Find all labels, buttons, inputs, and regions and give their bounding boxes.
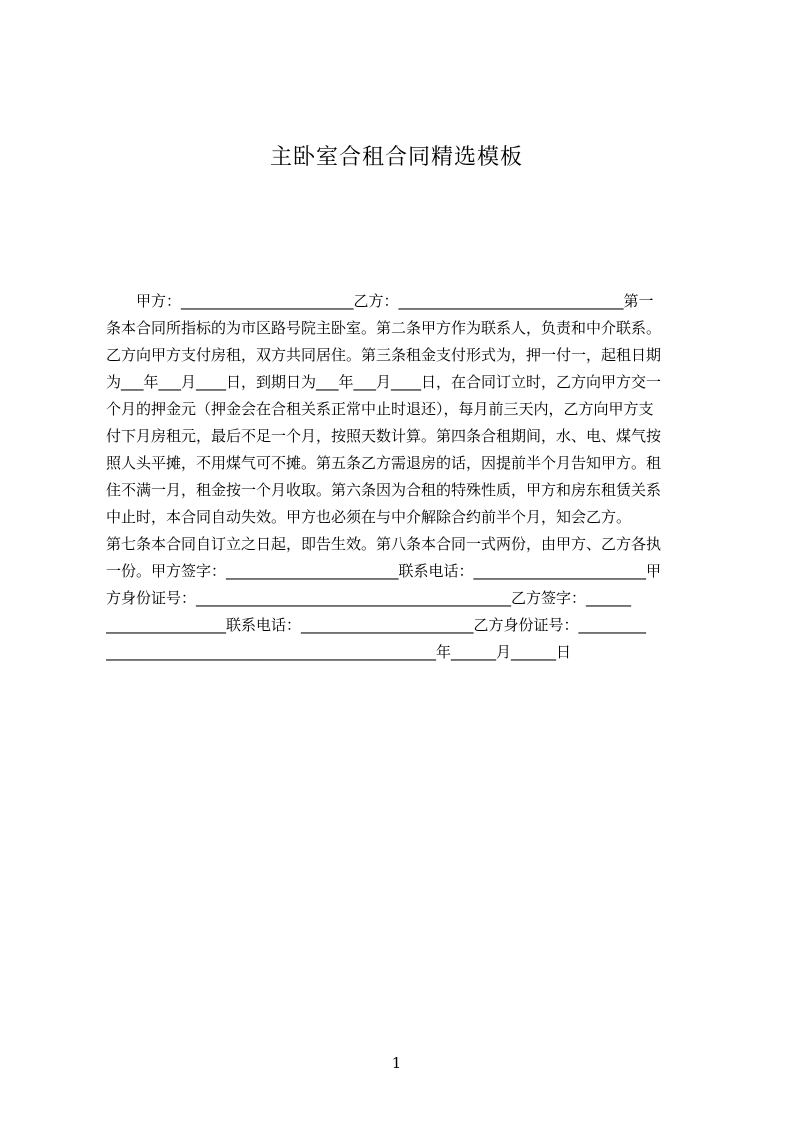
- contract-line: 住不满一月，租金按一个月收取。第六条因为合租的特殊性质，甲方和房东租赁关系: [106, 481, 662, 499]
- contract-line: 中止时，本合同自动失效。甲方也必须在与中介解除合约前半个月，知会乙方。: [106, 508, 632, 526]
- contract-line: ________________联系电话：_______________________乙方身份证号：_________: [106, 616, 647, 634]
- contract-line: 付下月房租元，最后不足一个月，按照天数计算。第四条合租期间，水、电、煤气按: [106, 427, 662, 445]
- contract-line: 个月的押金元（押金会在合租关系正常中止时退还），每月前三天内，乙方向甲方支: [106, 400, 654, 418]
- contract-line: 一份。甲方签字：_______________________联系电话：_______________________甲: [106, 562, 662, 580]
- contract-line: 甲方：_______________________乙方：______________________________第一: [136, 292, 654, 310]
- contract-line: 乙方向甲方支付房租，双方共同居住。第三条租金支付形式为，押一付一，起租日期: [106, 346, 662, 364]
- page-number: 1: [391, 1054, 402, 1072]
- contract-line: 为___年___月____日，到期日为___年___月____日，在合同订立时，乙方向甲方交一: [106, 373, 662, 391]
- contract-line: 方身份证号：__________________________________________乙方签字：______: [106, 589, 632, 607]
- contract-line: ____________________________________________年______月______日: [106, 643, 572, 661]
- contract-body: [106, 288, 698, 666]
- contract-line: 第七条本合同自订立之日起，即告生效。第八条本合同一式两份，由甲方、乙方各执: [106, 535, 662, 553]
- contract-line: 条本合同所指标的为市区路号院主卧室。第二条甲方作为联系人，负责和中介联系。: [106, 319, 662, 337]
- contract-line: 照人头平摊，不用煤气可不摊。第五条乙方需退房的话，因提前半个月告知甲方。租: [106, 454, 662, 472]
- document-title: 主卧室合租合同精选模板: [269, 145, 523, 170]
